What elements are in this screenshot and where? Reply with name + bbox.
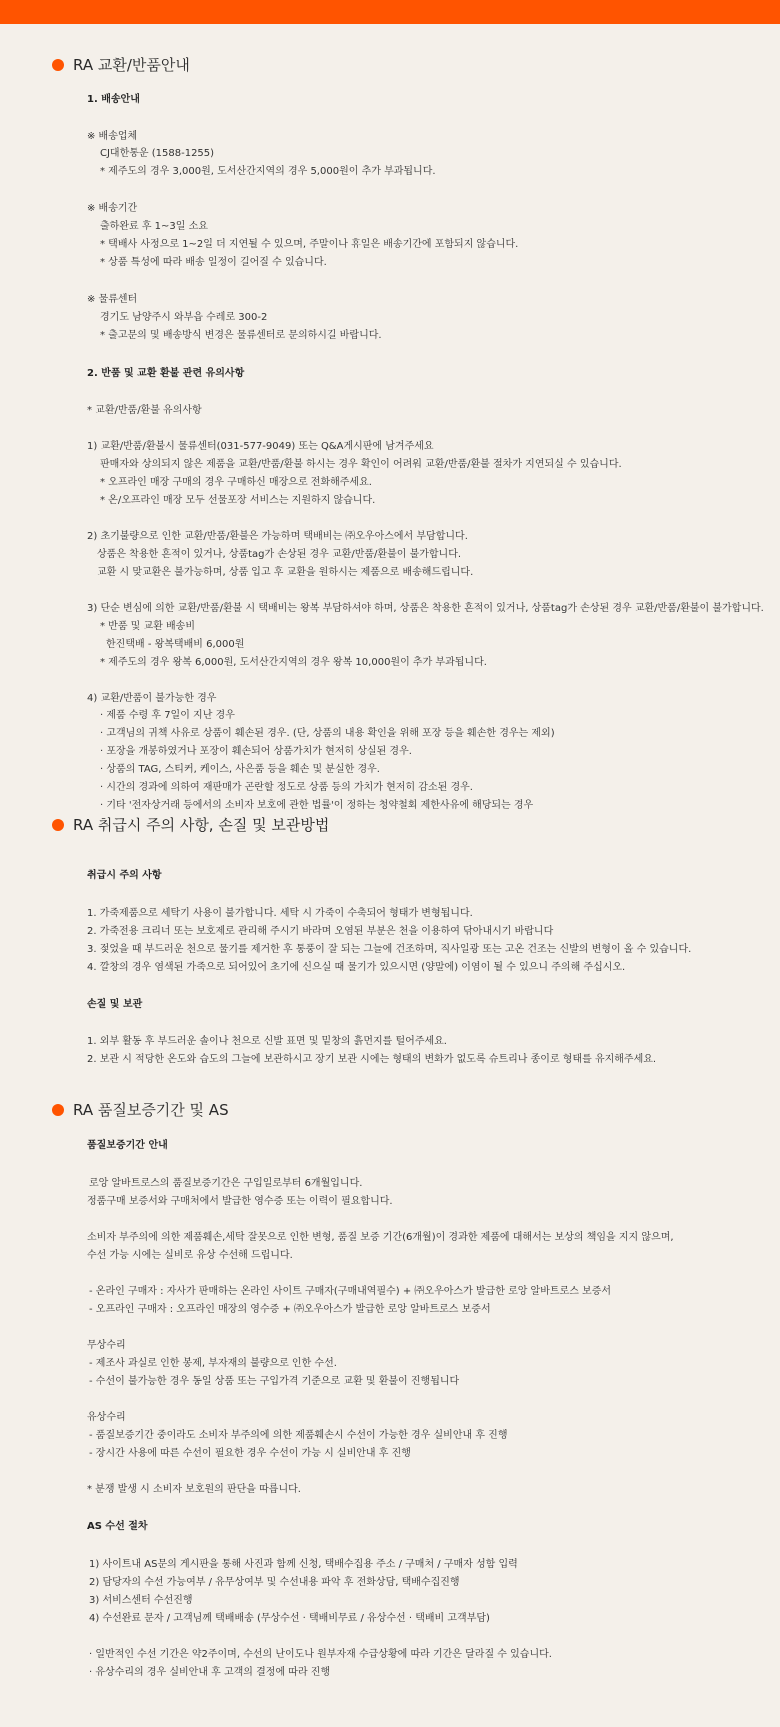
- subheading: 품질보증기간 안내: [87, 1140, 168, 1151]
- text-line: - 제조사 과실로 인한 봉제, 부자재의 불량으로 인한 수선.: [89, 1358, 337, 1369]
- text-line: ※ 배송기간: [87, 203, 138, 214]
- text-line: 2) 담당자의 수선 가능여부 / 유무상여부 및 수선내용 파악 후 전화상담, 택배수집진행: [89, 1577, 460, 1588]
- subheading: 손질 및 보관: [87, 999, 143, 1010]
- top-accent-bar: [0, 0, 780, 24]
- text-line: - 오프라인 구매자 : 오프라인 매장의 영수증 + ㈜오우아스가 발급한 로앙 알바트로스 보증서: [89, 1304, 491, 1315]
- text-line: · 일반적인 수선 기간은 약2주이며, 수선의 난이도나 원부자재 수급상황에 따라 기간은 달라질 수 있습니다.: [89, 1649, 552, 1660]
- bullet-dot-icon: [52, 59, 64, 71]
- subheading: 취급시 주의 사항: [87, 870, 162, 881]
- text-line: 1) 사이트내 AS문의 게시판을 통해 사진과 함께 신청, 택배수집용 주소 / 구매처 / 구매자 성함 입력: [89, 1559, 518, 1570]
- text-line: ※ 물류센터: [87, 294, 138, 305]
- text-line: 4) 수선완료 문자 / 고객님께 택배배송 (무상수선 · 택배비무료 / 유상수선 · 택배비 고객부담): [89, 1613, 490, 1624]
- text-line: · 고객님의 귀책 사유로 상품이 훼손된 경우. (단, 상품의 내용 확인을 위해 포장 등을 훼손한 경우는 제외): [100, 728, 555, 739]
- text-line: * 출고문의 및 배송방식 변경은 물류센터로 문의하시길 바랍니다.: [100, 330, 382, 341]
- bullet-dot-icon: [52, 1104, 64, 1116]
- text-line: * 분쟁 발생 시 소비자 보호원의 판단을 따릅니다.: [87, 1484, 301, 1495]
- text-line: 3) 서비스센터 수선진행: [89, 1595, 193, 1606]
- text-line: · 유상수리의 경우 실비안내 후 고객의 결정에 따라 진행: [89, 1667, 331, 1678]
- bullet-dot-icon: [52, 819, 64, 831]
- section-title-text: RA 교환/반품안내: [73, 56, 190, 74]
- text-line: 무상수리: [87, 1340, 126, 1351]
- text-line: 1. 외부 활동 후 부드러운 솔이나 천으로 신발 표면 및 밑창의 흙먼지를 털어주세요.: [87, 1036, 447, 1047]
- text-line: 수선 가능 시에는 실비로 유상 수선해 드립니다.: [87, 1250, 293, 1261]
- text-line: · 상품의 TAG, 스티커, 케이스, 사은품 등을 훼손 및 분실한 경우.: [100, 764, 380, 775]
- text-line: · 기타 '전자상거래 등에서의 소비자 보호에 관한 법률'이 정하는 청약철회 제한사유에 해당되는 경우: [100, 800, 534, 811]
- text-line: 2) 초기불량으로 인한 교환/반품/환불은 가능하며 택배비는 ㈜오우아스에서 부담합니다.: [87, 531, 468, 542]
- text-line: * 상품 특성에 따라 배송 일정이 길어질 수 있습니다.: [100, 257, 327, 268]
- text-line: - 품질보증기간 중이라도 소비자 부주의에 의한 제품훼손시 수선이 가능한 경우 실비안내 후 진행: [89, 1430, 508, 1441]
- text-line: 유상수리: [87, 1412, 126, 1423]
- text-line: ※ 배송업체: [87, 131, 138, 142]
- text-line: 정품구매 보증서와 구매처에서 발급한 영수증 또는 이력이 필요합니다.: [87, 1196, 393, 1207]
- subheading: 1. 배송안내: [87, 94, 140, 105]
- section-title: [56, 1098, 229, 1122]
- text-line: 출하완료 후 1~3일 소요: [100, 221, 208, 232]
- text-line: · 제품 수령 후 7일이 지난 경우: [100, 710, 235, 721]
- text-line: * 택배사 사정으로 1~2일 더 지연될 수 있으며, 주말이나 휴일은 배송기간에 포함되지 않습니다.: [100, 239, 519, 250]
- text-line: 2. 가죽전용 크리너 또는 보호제로 관리해 주시기 바라며 오염된 부분은 천을 이용하여 닦아내시기 바랍니다: [87, 926, 554, 937]
- section-title: [56, 813, 329, 837]
- text-line: * 온/오프라인 매장 모두 선물포장 서비스는 지원하지 않습니다.: [100, 495, 376, 506]
- text-line: 3. 젖었을 때 부드러운 천으로 물기를 제거한 후 통풍이 잘 되는 그늘에 건조하며, 직사일광 또는 고온 건조는 신발의 변형이 올 수 있습니다.: [87, 944, 692, 955]
- text-line: 한진택배 - 왕복택배비 6,000원: [106, 639, 245, 650]
- text-line: * 오프라인 매장 구매의 경우 구매하신 매장으로 전화해주세요.: [100, 477, 372, 488]
- text-line: CJ대한통운 (1588-1255): [100, 148, 215, 159]
- text-line: 1. 가죽제품으로 세탁기 사용이 불가합니다. 세탁 시 가죽이 수축되어 형태가 변형됩니다.: [87, 908, 473, 919]
- subheading: 2. 반품 및 교환 환불 관련 유의사항: [87, 368, 245, 379]
- section-title-text: RA 취급시 주의 사항, 손질 및 보관방법: [73, 816, 330, 834]
- text-line: * 반품 및 교환 배송비: [100, 621, 195, 632]
- text-line: 1) 교환/반품/환불시 물류센터(031-577-9049) 또는 Q&A게시판에 남겨주세요: [87, 441, 434, 452]
- text-line: * 제주도의 경우 왕복 6,000원, 도서산간지역의 경우 왕복 10,000원이 추가 부과됩니다.: [100, 657, 487, 668]
- text-line: 2. 보관 시 적당한 온도와 습도의 그늘에 보관하시고 장기 보관 시에는 형태의 변화가 없도록 슈트리나 종이로 형태를 유지해주세요.: [87, 1054, 657, 1065]
- text-line: 4. 깔창의 경우 염색된 가죽으로 되어있어 초기에 신으실 때 물기가 있으시면 (양말에) 이염이 될 수 있으니 주의해 주십시오.: [87, 962, 626, 973]
- text-line: 경기도 남양주시 와부읍 수레로 300-2: [100, 312, 268, 323]
- text-line: - 수선이 불가능한 경우 동일 상품 또는 구입가격 기준으로 교환 및 환불이 진행됩니다: [89, 1376, 460, 1387]
- section-title-text: RA 품질보증기간 및 AS: [73, 1101, 229, 1119]
- text-line: 판매자와 상의되지 않은 제품을 교환/반품/환불 하시는 경우 확인이 어려워 교환/반품/환불 절차가 지연되실 수 있습니다.: [100, 459, 622, 470]
- text-line: · 포장을 개봉하였거나 포장이 훼손되어 상품가치가 현저히 상실된 경우.: [100, 746, 412, 757]
- text-line: 3) 단순 변심에 의한 교환/반품/환불 시 택배비는 왕복 부담하셔야 하며, 상품은 착용한 흔적이 있거나, 상품tag가 손상된 경우 교환/반품/환불이 불가합니다.: [87, 603, 764, 614]
- text-line: 상품은 착용한 흔적이 있거나, 상품tag가 손상된 경우 교환/반품/환불이 불가합니다.: [97, 549, 462, 560]
- text-line: · 시간의 경과에 의하여 재판매가 곤란할 정도로 상품 등의 가치가 현저히 감소된 경우.: [100, 782, 473, 793]
- text-line: 로앙 알바트로스의 품질보증기간은 구입일로부터 6개월입니다.: [89, 1178, 363, 1189]
- section-title: [56, 53, 190, 77]
- subheading: AS 수선 절차: [87, 1521, 148, 1532]
- text-line: 소비자 부주의에 의한 제품훼손,세탁 잘못으로 인한 변형, 품질 보증 기간(6개월)이 경과한 제품에 대해서는 보상의 책임을 지지 않으며,: [87, 1232, 674, 1243]
- text-line: - 장시간 사용에 따른 수선이 필요한 경우 수선이 가능 시 실비안내 후 진행: [89, 1448, 411, 1459]
- text-line: 4) 교환/반품이 불가능한 경우: [87, 693, 217, 704]
- text-line: * 제주도의 경우 3,000원, 도서산간지역의 경우 5,000원이 추가 부과됩니다.: [100, 166, 436, 177]
- text-line: 교환 시 맞교환은 불가능하며, 상품 입고 후 교환을 원하시는 제품으로 배송해드립니다.: [97, 567, 474, 578]
- text-line: * 교환/반품/환불 유의사항: [87, 405, 202, 416]
- text-line: - 온라인 구매자 : 자사가 판매하는 온라인 사이트 구매자(구매내역필수) + ㈜오우아스가 발급한 로앙 알바트로스 보증서: [89, 1286, 612, 1297]
